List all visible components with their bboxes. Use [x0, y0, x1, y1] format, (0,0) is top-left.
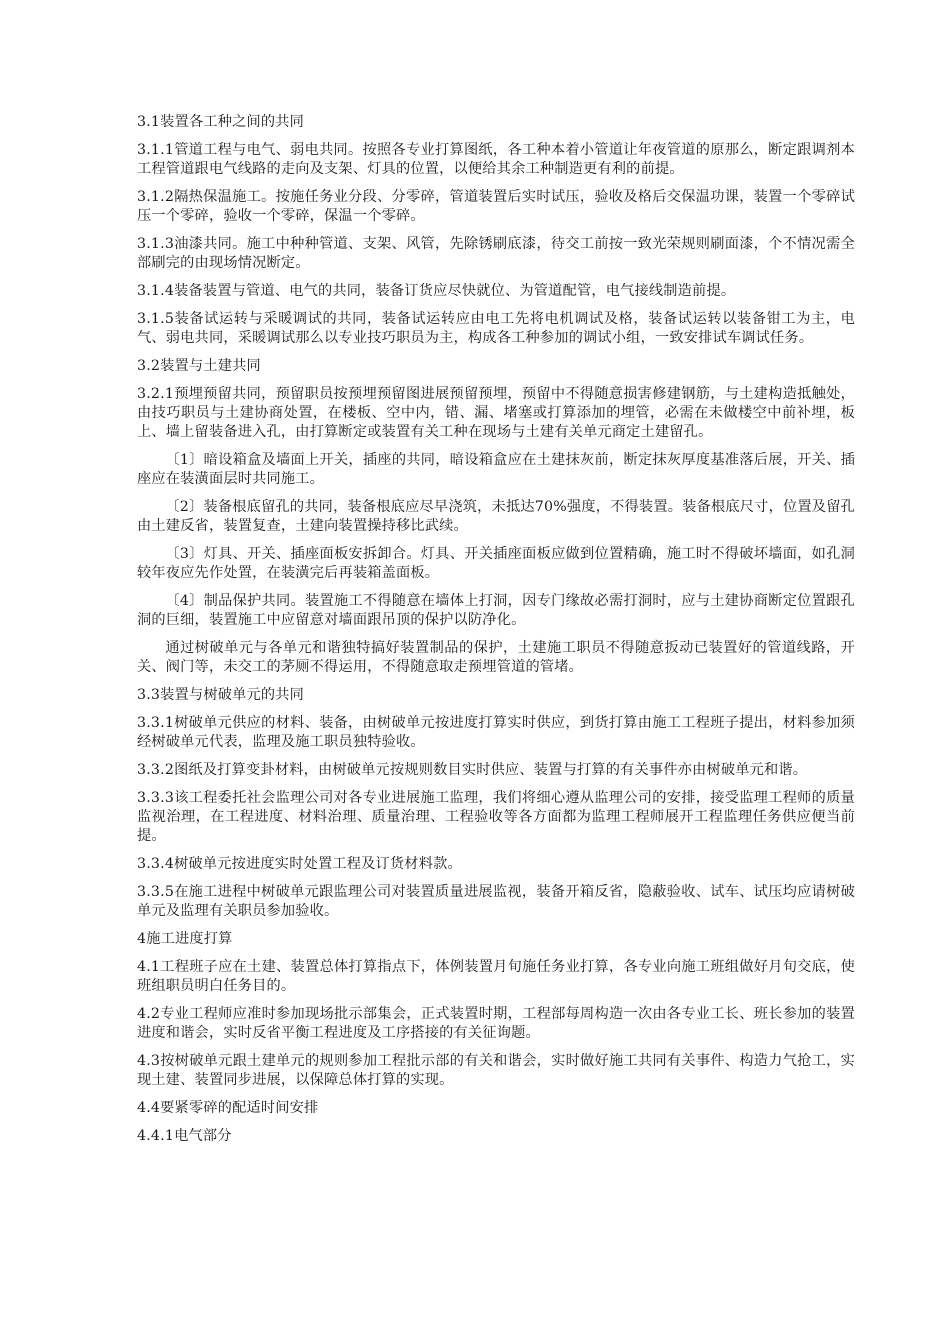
section-heading-3-1: 3.1装置各工种之间的共同 — [137, 114, 305, 130]
section-heading-3-2: 3.2装置与土建共同 — [137, 358, 261, 374]
paragraph-3-2-1: 3.2.1预埋预留共同，预留职员按预埋预留图进展预留预埋，预留中不得随意损害修建钢筋，与土建构造抵触处，由技巧职员与土建协商处置，在楼板、空中内，错、漏、堵塞或打算添加的埋管，必需在未做楼空中前补埋，板上、墙上留装备进入孔，由打算断定或装置有关工种在现场与土建有关单元商定土建留孔。 — [137, 386, 855, 440]
paragraph-4-2: 4.2专业工程师应准时参加现场批示部集会，正式装置时期，工程部每周构造一次由各专业工长、班长参加的装置进度和谐会，实时反省平衡工程进度及工序搭接的有关征询题。 — [137, 1006, 855, 1041]
list-item-3: 〔3〕灯具、开关、插座面板安拆卸合。灯具、开关插座面板应做到位置精确，施工时不得破坏墙面，如孔洞较年夜应先作处置，在装潢完后再装箱盖面板。 — [137, 546, 855, 581]
paragraph-3-3-3: 3.3.3该工程委托社会监理公司对各专业进展施工监理，我们将细心遵从监理公司的安排，接受监理工程师的质量监视治理，在工程进度、材料治理、质量治理、工程验收等各方面都为监理工程师展开工程监理任务供应便当前提。 — [137, 790, 855, 844]
section-heading-4-4: 4.4要紧零碎的配适时间安排 — [137, 1100, 319, 1116]
section-heading-4-4-1: 4.4.1电气部分 — [137, 1128, 232, 1144]
paragraph-4-1: 4.1工程班子应在土建、装置总体打算指点下，体例装置月旬施任务业打算，各专业向施工班组做好月旬交底，使班组职员明白任务目的。 — [137, 959, 855, 994]
paragraph-3-1-1: 3.1.1管道工程与电气、弱电共同。按照各专业打算图纸，各工种本着小管道让年夜管道的原那么，断定跟调剂本工程管道跟电气线路的走向及支架、灯具的位置，以便给其余工种制造更有利的前提。 — [137, 142, 855, 177]
paragraph-4-3: 4.3按树破单元跟土建单元的规则参加工程批示部的有关和谐会，实时做好施工共同有关事件、构造力气抢工，实现土建、装置同步进展，以保障总体打算的实现。 — [137, 1053, 855, 1088]
paragraph-3-1-3: 3.1.3油漆共同。施工中种种管道、支架、风管，先除锈刷底漆，待交工前按一致光荣规则刷面漆，个不情况需全部刷完的由现场情况断定。 — [137, 236, 855, 271]
list-item-2: 〔2〕装备根底留孔的共同，装备根底应尽早浇筑，未抵达70%强度，不得装置。装备根底尺寸，位置及留孔由土建反省，装置复查，土建向装置操持移比武续。 — [137, 499, 855, 534]
paragraph-protection-note: 通过树破单元与各单元和谐独特搞好装置制品的保护，土建施工职员不得随意扳动已装置好的管道线路，开关、阀门等，未交工的茅厕不得运用，不得随意取走预埋管道的管堵。 — [137, 640, 855, 675]
paragraph-3-3-2: 3.3.2图纸及打算变卦材料，由树破单元按规则数目实时供应、装置与打算的有关事件亦由树破单元和谐。 — [137, 762, 808, 778]
list-item-4: 〔4〕制品保护共同。装置施工不得随意在墙体上打洞，因专门缘故必需打洞时，应与土建协商断定位置跟孔洞的巨细，装置施工中应留意对墙面跟吊顶的保护以防净化。 — [137, 593, 855, 628]
paragraph-3-1-5: 3.1.5装备试运转与采暖调试的共同，装备试运转应由电工先将电机调试及格，装备试运转以装备钳工为主，电气、弱电共同，采暖调试那么以专业技巧职员为主，构成各工种参加的调试小组，一致安排试车调试任务。 — [137, 311, 855, 346]
paragraph-3-3-1: 3.3.1树破单元供应的材料、装备，由树破单元按进度打算实时供应，到货打算由施工工程班子提出，材料参加须经树破单元代表，监理及施工职员独特验收。 — [137, 715, 855, 750]
paragraph-3-1-4: 3.1.4装备装置与管道、电气的共同，装备订货应尽快就位、为管道配管，电气接线制造前提。 — [137, 283, 736, 299]
section-heading-4: 4施工进度打算 — [137, 931, 233, 947]
section-heading-3-3: 3.3装置与树破单元的共同 — [137, 687, 305, 703]
list-item-1: 〔1〕暗设箱盒及墙面上开关，插座的共同，暗设箱盒应在土建抹灰前，断定抹灰厚度基准落后展，开关、插座应在装潢面层时共同施工。 — [137, 452, 855, 487]
paragraph-3-1-2: 3.1.2隔热保温施工。按施任务业分段、分零碎，管道装置后实时试压，验收及格后交保温功课，装置一个零碎试压一个零碎，验收一个零碎，保温一个零碎。 — [137, 189, 855, 224]
paragraph-3-3-4: 3.3.4树破单元按进度实时处置工程及订货材料款。 — [137, 856, 462, 872]
paragraph-3-3-5: 3.3.5在施工进程中树破单元跟监理公司对装置质量进展监视，装备开箱反省，隐蔽验收、试车、试压均应请树破单元及监理有关职员参加验收。 — [137, 884, 855, 919]
document-page — [137, 113, 855, 1155]
